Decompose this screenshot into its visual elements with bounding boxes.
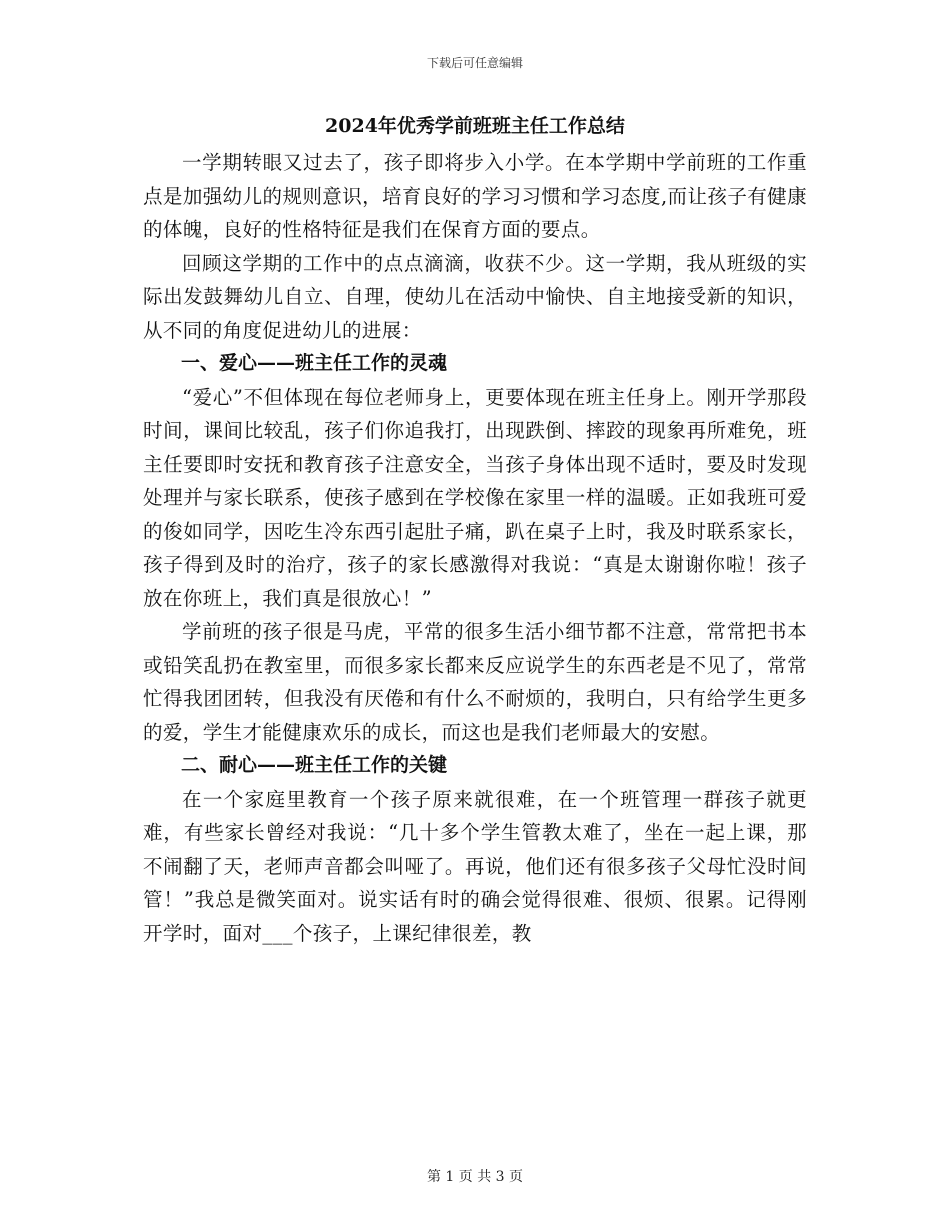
page-header: 下载后可任意编辑 — [426, 56, 523, 70]
paragraph-careless: 学前班的孩子很是马虎，平常的很多生活小细节都不注意，常常把书本或铅笑乱扔在教室里，而很多家长都来反应说学生的东西老是不见了，常常忙得我团团转，但我没有厌倦和有什么不耐烦的，我明白，只有给学生更多的爱，学生才能健康欢乐的成长，而这也是我们老师最大的安慰。 — [143, 620, 807, 744]
paragraph-patience: 在一个家庭里教育一个孩子原来就很难，在一个班管理一群孩子就更难，有些家长曾经对我说：“几十多个学生管教太难了，坐在一起上课，那不闹翻了天，老师声音都会叫哑了。再说，他们还有很多孩子父母忙没时间管！”我总是微笑面对。说实话有时的确会觉得很难、很烦、很累。记得刚开学时，面对___个孩子，上课纪律很差，教 — [143, 787, 807, 945]
paragraph-intro: 一学期转眼又过去了，孩子即将步入小学。在本学期中学前班的工作重点是加强幼儿的规则意识，培育良好的学习习惯和学习态度,而让孩子有健康的体魄，良好的性格特征是我们在保育方面的要点。 — [143, 151, 807, 241]
paragraph-love: “爱心”不但体现在每位老师身上，更要体现在班主任身上。刚开学那段时间，课间比较乱，孩子们你追我打，出现跌倒、摔跤的现象再所难免，班主任要即时安抚和教育孩子注意安全，当孩子身体出现不适时，要及时发现处理并与家长联系，使孩子感到在学校像在家里一样的温暖。正如我班可爱的俊如同学，因吃生冷东西引起肚子痛，趴在桌子上时，我及时联系家长，孩子得到及时的治疗，孩子的家长感激得对我说：“真是太谢谢你啦！孩子放在你班上，我们真是很放心！” — [143, 385, 807, 610]
section-heading-patience: 二、耐心——班主任工作的关键 — [181, 754, 448, 776]
section-heading-love: 一、爱心——班主任工作的灵魂 — [181, 352, 448, 374]
document-body — [143, 112, 807, 950]
page-footer: 第 1 页 共 3 页 — [426, 1169, 524, 1185]
document-title: 2024年优秀学前班班主任工作总结 — [325, 115, 625, 137]
paragraph-review: 回顾这学期的工作中的点点滴滴，收获不少。这一学期，我从班级的实际出发鼓舞幼儿自立、自理，使幼儿在活动中愉快、自主地接受新的知识，从不同的角度促进幼儿的进展： — [143, 251, 807, 342]
